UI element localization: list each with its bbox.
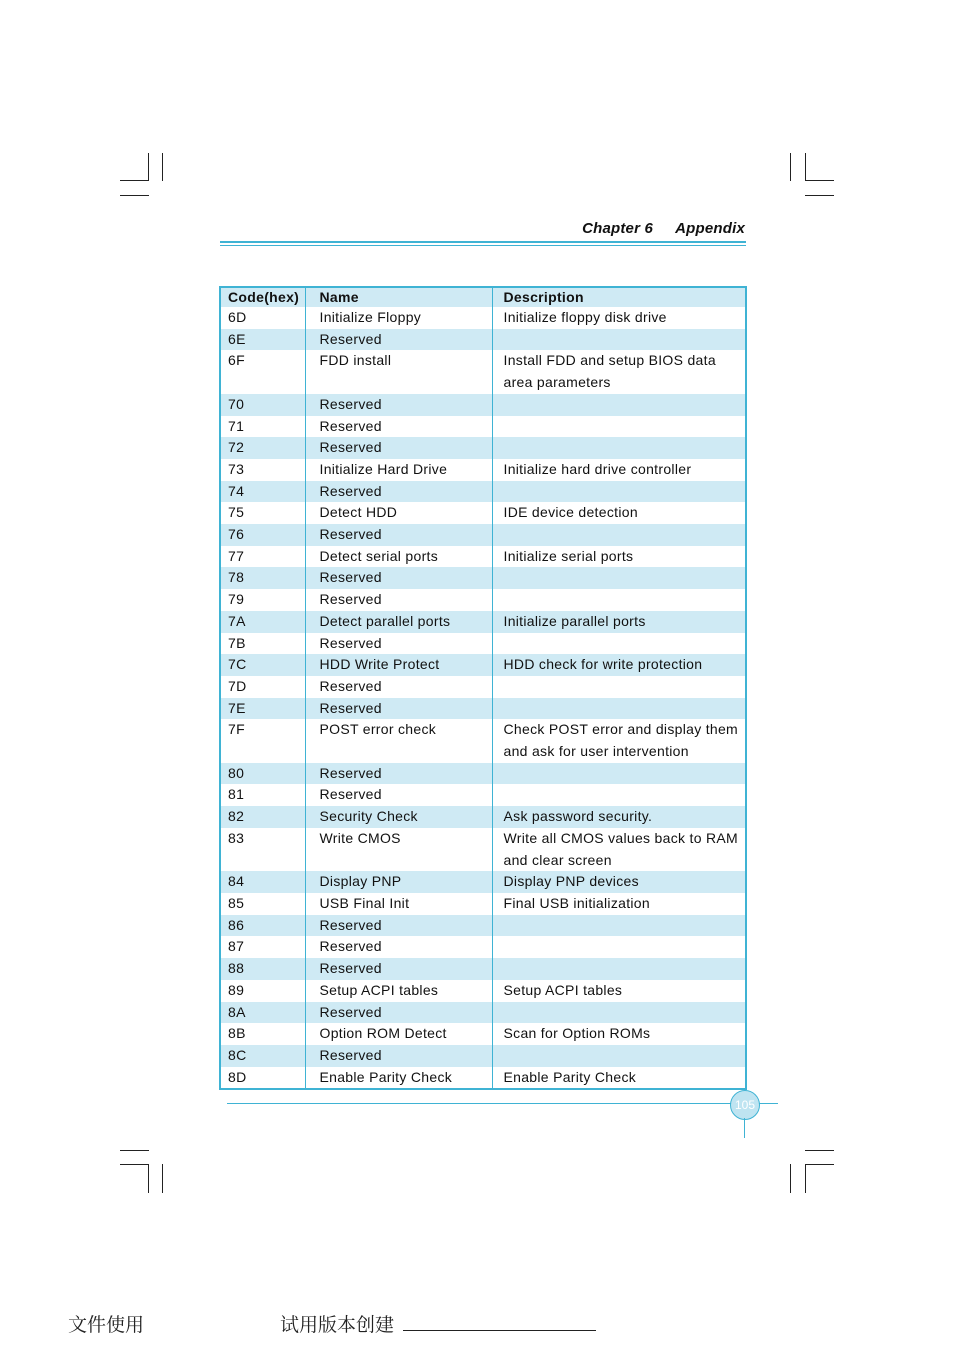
description-cell bbox=[492, 980, 745, 1002]
code-cell: 71 bbox=[228, 417, 245, 434]
post-code-table bbox=[219, 286, 747, 1090]
header-rule bbox=[220, 245, 746, 246]
code-cell: 86 bbox=[221, 915, 305, 937]
crop-mark bbox=[805, 153, 806, 181]
code-cell: 6E bbox=[221, 329, 305, 351]
description-line: Display PNP devices bbox=[503, 873, 639, 890]
table-row bbox=[221, 654, 745, 676]
code-cell: 8D bbox=[228, 1068, 247, 1085]
code-cell: 78 bbox=[221, 567, 305, 589]
table-row bbox=[221, 394, 745, 416]
page-number: 105 bbox=[730, 1090, 760, 1120]
description-cell bbox=[492, 806, 745, 828]
description-cell bbox=[492, 871, 745, 893]
description-cell bbox=[492, 394, 745, 416]
name-cell: Reserved bbox=[305, 567, 492, 589]
crop-mark bbox=[120, 195, 149, 196]
code-cell: 80 bbox=[221, 763, 305, 785]
code-cell: 82 bbox=[221, 806, 305, 828]
description-cell bbox=[492, 329, 745, 351]
table-row bbox=[221, 980, 745, 1002]
table-row bbox=[221, 806, 745, 828]
table-row bbox=[221, 459, 745, 481]
table-row bbox=[221, 719, 745, 762]
name-cell: Reserved bbox=[305, 958, 492, 980]
crop-mark bbox=[805, 1150, 834, 1151]
crop-mark bbox=[805, 195, 834, 196]
description-line: and ask for user intervention bbox=[503, 743, 689, 760]
header-rule bbox=[220, 241, 746, 243]
description-cell bbox=[492, 350, 745, 393]
description-line: Install FDD and setup BIOS data bbox=[503, 352, 716, 369]
name-cell: Reserved bbox=[305, 1002, 492, 1024]
name-cell: Reserved bbox=[305, 1045, 492, 1067]
description-cell bbox=[492, 633, 745, 655]
code-cell: 89 bbox=[228, 981, 245, 998]
description-line: IDE device detection bbox=[503, 504, 638, 521]
code-cell: 7E bbox=[221, 698, 305, 720]
code-cell: 79 bbox=[228, 591, 245, 608]
name-cell: Display PNP bbox=[305, 871, 492, 893]
code-cell: 85 bbox=[228, 894, 245, 911]
watermark-underline bbox=[403, 1330, 596, 1331]
code-cell: 8C bbox=[221, 1045, 305, 1067]
table-row bbox=[221, 502, 745, 524]
code-cell: 7D bbox=[228, 677, 247, 694]
page-number-stem bbox=[744, 1118, 745, 1138]
column-header-description: Description bbox=[492, 288, 745, 307]
name-cell: Write CMOS bbox=[305, 828, 492, 871]
description-cell bbox=[492, 676, 745, 698]
code-cell: 77 bbox=[228, 547, 245, 564]
code-cell: 74 bbox=[221, 481, 305, 503]
crop-mark bbox=[120, 1164, 149, 1165]
name-cell: Reserved bbox=[305, 915, 492, 937]
table-row bbox=[221, 589, 745, 611]
description-line: Enable Parity Check bbox=[503, 1068, 637, 1085]
description-cell bbox=[492, 459, 745, 481]
description-line: area parameters bbox=[503, 374, 611, 391]
crop-mark bbox=[805, 1164, 806, 1193]
name-cell: Reserved bbox=[305, 481, 492, 503]
name-cell: Reserved bbox=[305, 936, 492, 958]
crop-mark bbox=[790, 153, 791, 181]
description-line: Final USB initialization bbox=[503, 894, 650, 911]
table-row bbox=[221, 307, 745, 329]
watermark-left-text: 文件使用 bbox=[68, 1314, 145, 1336]
description-cell bbox=[492, 763, 745, 785]
table-row bbox=[221, 936, 745, 958]
code-cell: 84 bbox=[221, 871, 305, 893]
name-cell: Enable Parity Check bbox=[305, 1067, 492, 1089]
code-cell: 7B bbox=[228, 634, 246, 651]
code-cell: 7C bbox=[221, 654, 305, 676]
description-cell bbox=[492, 719, 745, 762]
description-cell bbox=[492, 611, 745, 633]
description-line: Scan for Option ROMs bbox=[503, 1025, 651, 1042]
code-cell: 83 bbox=[228, 829, 245, 846]
code-cell: 7F bbox=[228, 721, 245, 738]
description-line: Ask password security. bbox=[503, 808, 653, 825]
name-cell: Reserved bbox=[305, 676, 492, 698]
code-cell: 75 bbox=[228, 504, 245, 521]
name-cell: Detect serial ports bbox=[305, 546, 492, 568]
table-header-row bbox=[221, 288, 745, 307]
name-cell: HDD Write Protect bbox=[305, 654, 492, 676]
table-row bbox=[221, 763, 745, 785]
description-cell bbox=[492, 1023, 745, 1045]
footer-rule bbox=[227, 1103, 778, 1104]
name-cell: Detect HDD bbox=[305, 502, 492, 524]
table-row bbox=[221, 350, 745, 393]
table-row bbox=[221, 698, 745, 720]
description-cell bbox=[492, 1002, 745, 1024]
name-cell: Option ROM Detect bbox=[305, 1023, 492, 1045]
crop-mark bbox=[148, 1164, 149, 1193]
table-row bbox=[221, 524, 745, 546]
code-cell: 8B bbox=[228, 1025, 246, 1042]
table-row bbox=[221, 481, 745, 503]
description-cell bbox=[492, 589, 745, 611]
description-cell bbox=[492, 784, 745, 806]
crop-mark bbox=[120, 180, 149, 181]
table-row bbox=[221, 828, 745, 871]
table-row bbox=[221, 611, 745, 633]
name-cell: Detect parallel ports bbox=[305, 611, 492, 633]
table-row bbox=[221, 1045, 745, 1067]
description-line: and clear screen bbox=[503, 851, 612, 868]
crop-mark bbox=[162, 1164, 163, 1193]
table-row bbox=[221, 1023, 745, 1045]
description-cell bbox=[492, 915, 745, 937]
table-row bbox=[221, 567, 745, 589]
table-row bbox=[221, 1002, 745, 1024]
code-cell: 7A bbox=[221, 611, 305, 633]
name-cell: Reserved bbox=[305, 763, 492, 785]
description-cell bbox=[492, 1067, 745, 1089]
table-row bbox=[221, 546, 745, 568]
name-cell: Reserved bbox=[305, 698, 492, 720]
name-cell: Reserved bbox=[305, 394, 492, 416]
section-label: Appendix bbox=[675, 220, 745, 237]
name-cell: Setup ACPI tables bbox=[305, 980, 492, 1002]
crop-mark bbox=[790, 1164, 791, 1193]
description-cell bbox=[492, 481, 745, 503]
description-line: Initialize hard drive controller bbox=[503, 460, 692, 477]
code-cell: 81 bbox=[228, 786, 245, 803]
name-cell: POST error check bbox=[305, 719, 492, 762]
description-cell bbox=[492, 654, 745, 676]
description-line: Check POST error and display them bbox=[503, 721, 739, 738]
column-header-name: Name bbox=[305, 288, 492, 307]
table-row bbox=[221, 676, 745, 698]
code-cell: 76 bbox=[221, 524, 305, 546]
description-line: Initialize floppy disk drive bbox=[503, 309, 667, 325]
watermark-right-text: 试用版本创建 bbox=[280, 1314, 395, 1336]
name-cell: Initialize Floppy bbox=[305, 307, 492, 329]
running-header bbox=[220, 220, 745, 240]
crop-mark bbox=[148, 153, 149, 181]
code-cell: 73 bbox=[228, 460, 245, 477]
table-row bbox=[221, 958, 745, 980]
name-cell: Reserved bbox=[305, 437, 492, 459]
table-row bbox=[221, 329, 745, 351]
code-cell: 72 bbox=[221, 437, 305, 459]
description-cell bbox=[492, 567, 745, 589]
name-cell: USB Final Init bbox=[305, 893, 492, 915]
table-row bbox=[221, 633, 745, 655]
description-cell bbox=[492, 893, 745, 915]
code-cell: 70 bbox=[221, 394, 305, 416]
name-cell: Reserved bbox=[305, 329, 492, 351]
description-cell bbox=[492, 698, 745, 720]
description-cell bbox=[492, 437, 745, 459]
description-cell bbox=[492, 828, 745, 871]
code-cell: 6D bbox=[228, 309, 247, 325]
name-cell: Reserved bbox=[305, 633, 492, 655]
name-cell: Reserved bbox=[305, 524, 492, 546]
code-cell: 6F bbox=[228, 352, 245, 369]
name-cell: Security Check bbox=[305, 806, 492, 828]
name-cell: Initialize Hard Drive bbox=[305, 459, 492, 481]
description-line: HDD check for write protection bbox=[503, 656, 703, 673]
crop-mark bbox=[805, 1164, 834, 1165]
description-line: Setup ACPI tables bbox=[503, 981, 623, 998]
name-cell: Reserved bbox=[305, 416, 492, 438]
table-row bbox=[221, 893, 745, 915]
table-row bbox=[221, 871, 745, 893]
description-cell bbox=[492, 958, 745, 980]
table-row bbox=[221, 915, 745, 937]
chapter-label: Chapter 6 bbox=[582, 220, 654, 237]
description-cell bbox=[492, 524, 745, 546]
crop-mark bbox=[162, 153, 163, 181]
crop-mark bbox=[120, 1150, 149, 1151]
description-line: Write all CMOS values back to RAM bbox=[503, 829, 738, 846]
description-cell bbox=[492, 1045, 745, 1067]
table-row bbox=[221, 437, 745, 459]
code-cell: 88 bbox=[221, 958, 305, 980]
name-cell: FDD install bbox=[305, 350, 492, 393]
description-line: Initialize serial ports bbox=[503, 547, 634, 564]
code-cell: 87 bbox=[228, 938, 245, 955]
description-cell bbox=[492, 416, 745, 438]
description-line: Initialize parallel ports bbox=[503, 612, 646, 629]
description-cell bbox=[492, 936, 745, 958]
description-cell bbox=[492, 502, 745, 524]
name-cell: Reserved bbox=[305, 784, 492, 806]
name-cell: Reserved bbox=[305, 589, 492, 611]
code-cell: 8A bbox=[221, 1002, 305, 1024]
table-row bbox=[221, 416, 745, 438]
table-row bbox=[221, 1067, 745, 1089]
description-cell bbox=[492, 546, 745, 568]
description-cell bbox=[492, 307, 745, 329]
crop-mark bbox=[805, 180, 834, 181]
column-header-code: Code(hex) bbox=[221, 288, 305, 307]
table-row bbox=[221, 784, 745, 806]
